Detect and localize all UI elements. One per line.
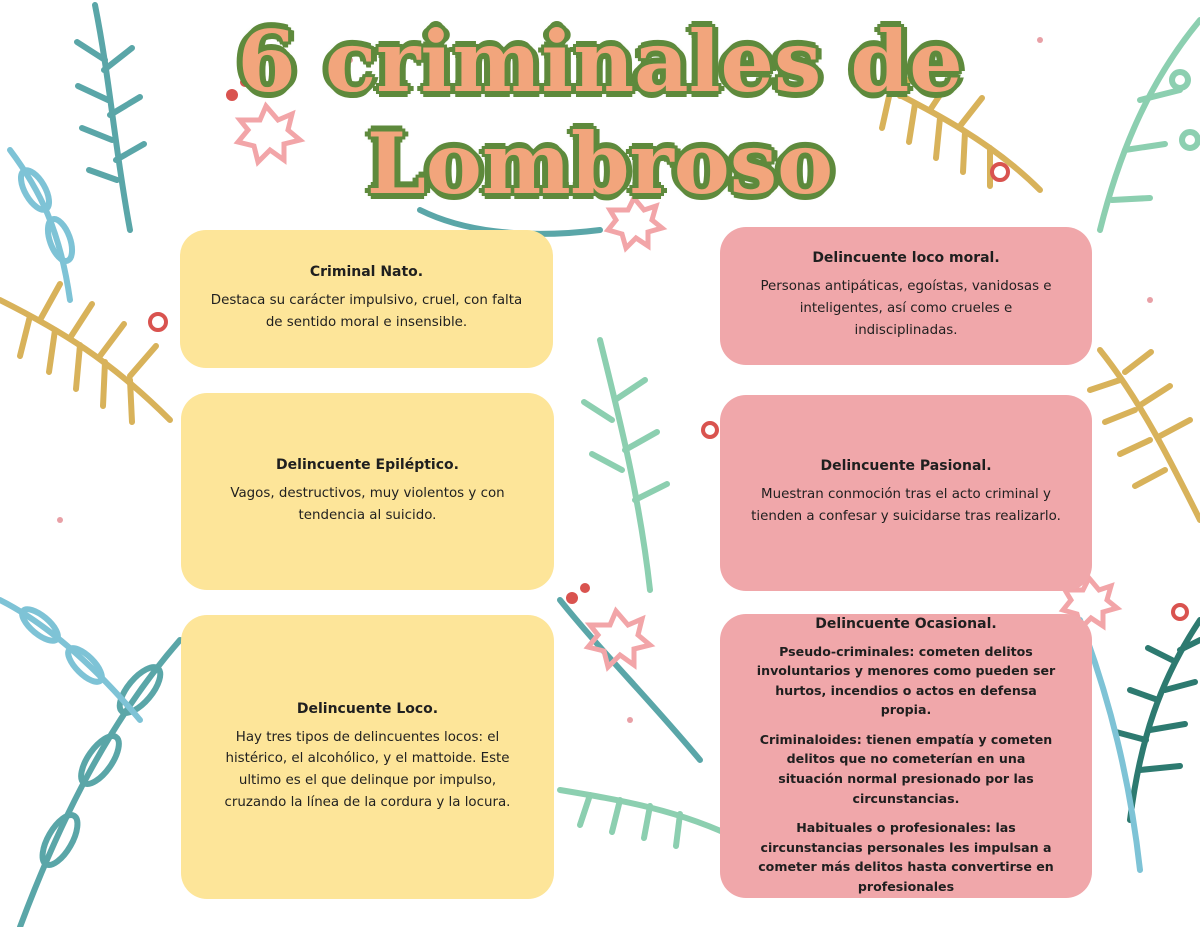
- leaf-branch-icon: [584, 340, 667, 590]
- card-text: Hay tres tipos de delincuentes locos: el histérico, el alcohólico, y el mattoide. Este ultimo es el que delinque por impulso, cruzando la línea de la cordura y la locura.: [224, 729, 511, 810]
- card-delincuente-loco: [181, 615, 554, 899]
- card-delincuente-pasional: [720, 395, 1092, 591]
- page-title-line-1: 6 criminales de: [237, 12, 963, 111]
- holly-leaf-icon: [588, 611, 650, 667]
- card-heading: Criminal Nato.: [309, 264, 424, 281]
- card-delincuente-ocasional: [720, 614, 1092, 898]
- card-text: Personas antipáticas, egoístas, vanidosas e inteligentes, así como crueles e indisciplinadas.: [760, 279, 1052, 338]
- card-criminal-nato: [180, 230, 553, 368]
- card-text: Vagos, destructivos, muy violentos y con tendencia al suicido.: [230, 485, 505, 523]
- card-text-pseudo-criminales: Pseudo-criminales: cometen delitos involuntarios y menores como pueden ser hurtos, incendios o actos en defensa propia.: [756, 643, 1056, 718]
- card-heading: Delincuente loco moral.: [812, 250, 1000, 267]
- card-heading: Delincuente Ocasional.: [815, 615, 997, 632]
- card-heading: Delincuente Pasional.: [820, 458, 992, 475]
- card-text: Destaca su carácter impulsivo, cruel, con falta de sentido moral e insensible.: [210, 293, 523, 330]
- card-text-habituales: Habituales o profesionales: las circunstancias personales les impulsan a cometer más delitos hasta convertirse en profesionales: [758, 820, 1054, 894]
- fern-icon: [0, 284, 170, 422]
- card-text: Muestran conmoción tras el acto criminal y tienden a confesar y suicidarse tras realizarlo.: [751, 487, 1061, 524]
- card-heading: Delincuente Epiléptico.: [276, 456, 459, 473]
- card-delincuente-loco-moral: [720, 227, 1092, 365]
- card-delincuente-epileptico: [181, 393, 554, 590]
- page-title-line-2: Lombroso: [366, 114, 834, 213]
- card-heading: Delincuente Loco.: [296, 700, 439, 717]
- card-text-criminaloides: Criminaloides: tienen empatía y cometen delitos que no cometerían en una situación normal presionado por las circunstancias.: [759, 731, 1053, 806]
